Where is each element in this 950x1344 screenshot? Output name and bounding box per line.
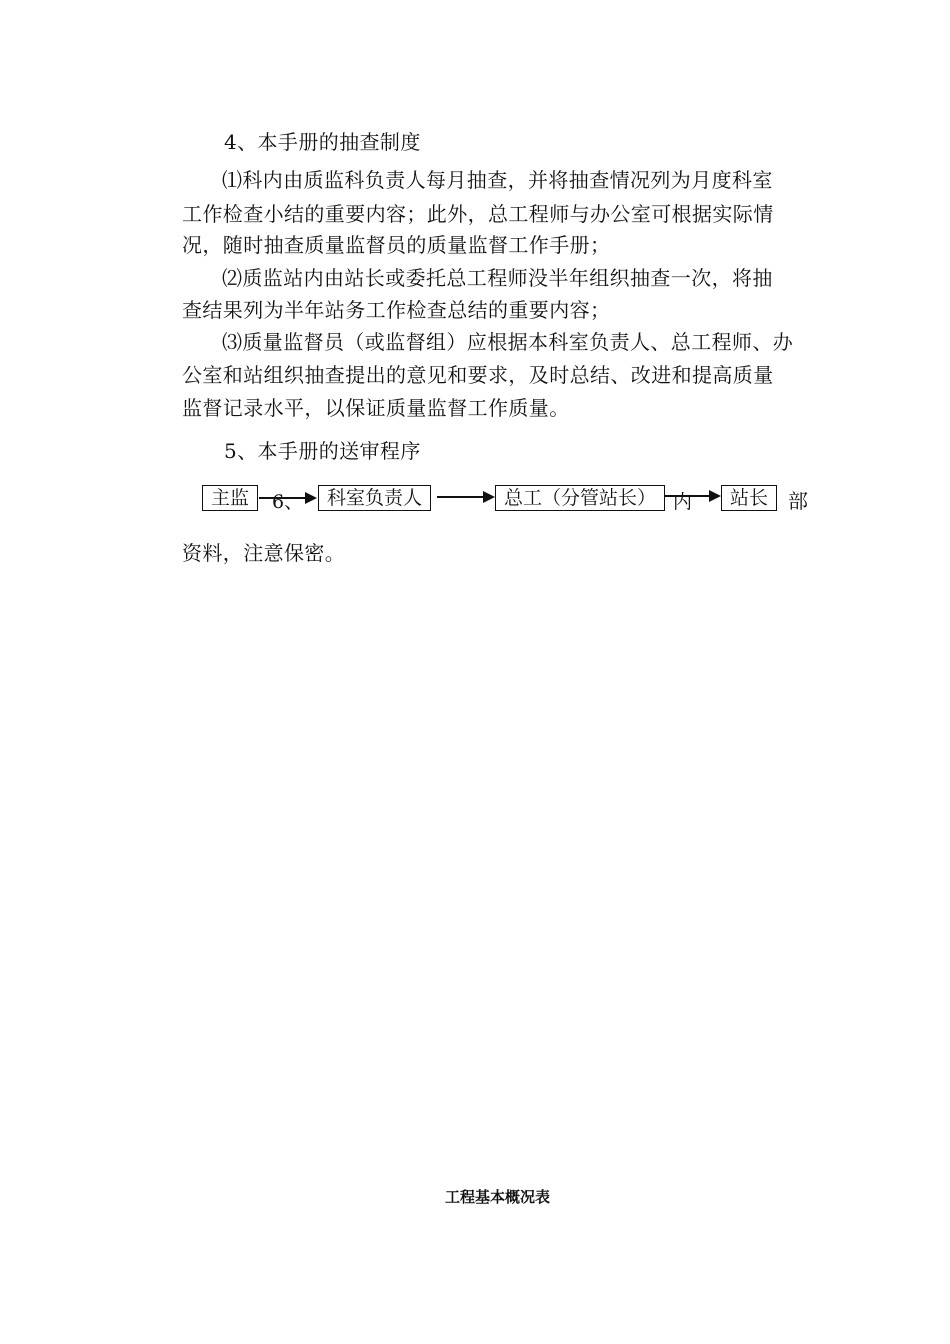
flow-box-station-head: 站长: [721, 485, 777, 511]
flow-trailing-text: 部: [788, 489, 808, 513]
section-4-item-3-line-1: ⑶质量监督员（或监督组）应根据本科室负责人、总工程师、办: [222, 330, 794, 354]
section-4-item-1-line-1: ⑴科内由质监科负责人每月抽查，并将抽查情况列为月度科室: [222, 168, 773, 192]
section-5-heading: 5、本手册的送审程序: [224, 439, 421, 463]
flow-box-chief-engineer: 总工（分管站长）: [495, 485, 665, 511]
flow-overlay-text-2: 内: [673, 491, 693, 513]
section-4-item-3-line-2: 公室和站组织抽查提出的意见和要求，及时总结、改进和提高质量: [182, 363, 774, 387]
section-4-item-2-line-1: ⑵质监站内由站长或委托总工程师没半年组织抽查一次，将抽: [222, 266, 773, 290]
flow-box-department-head: 科室负责人: [318, 485, 431, 511]
table-title: 工程基本概况表: [445, 1188, 551, 1206]
section-4-item-1-line-2: 工作检查小结的重要内容；此外，总工程师与办公室可根据实际情: [182, 202, 774, 226]
section-4-item-1-line-3: 况，随时抽查质量监督员的质量监督工作手册；: [182, 233, 611, 257]
flow-arrow-2: [437, 491, 495, 503]
section-4-item-3-line-3: 监督记录水平，以保证质量监督工作质量。: [182, 396, 570, 420]
flow-overlay-text-1: 6、: [272, 491, 304, 513]
flow-box-supervisor: 主监: [202, 485, 258, 511]
section-5-continuation: 资料，注意保密。: [182, 541, 346, 565]
section-4-item-2-line-2: 查结果列为半年站务工作检查总结的重要内容；: [182, 298, 611, 322]
section-4-heading: 4、本手册的抽查制度: [224, 130, 421, 154]
